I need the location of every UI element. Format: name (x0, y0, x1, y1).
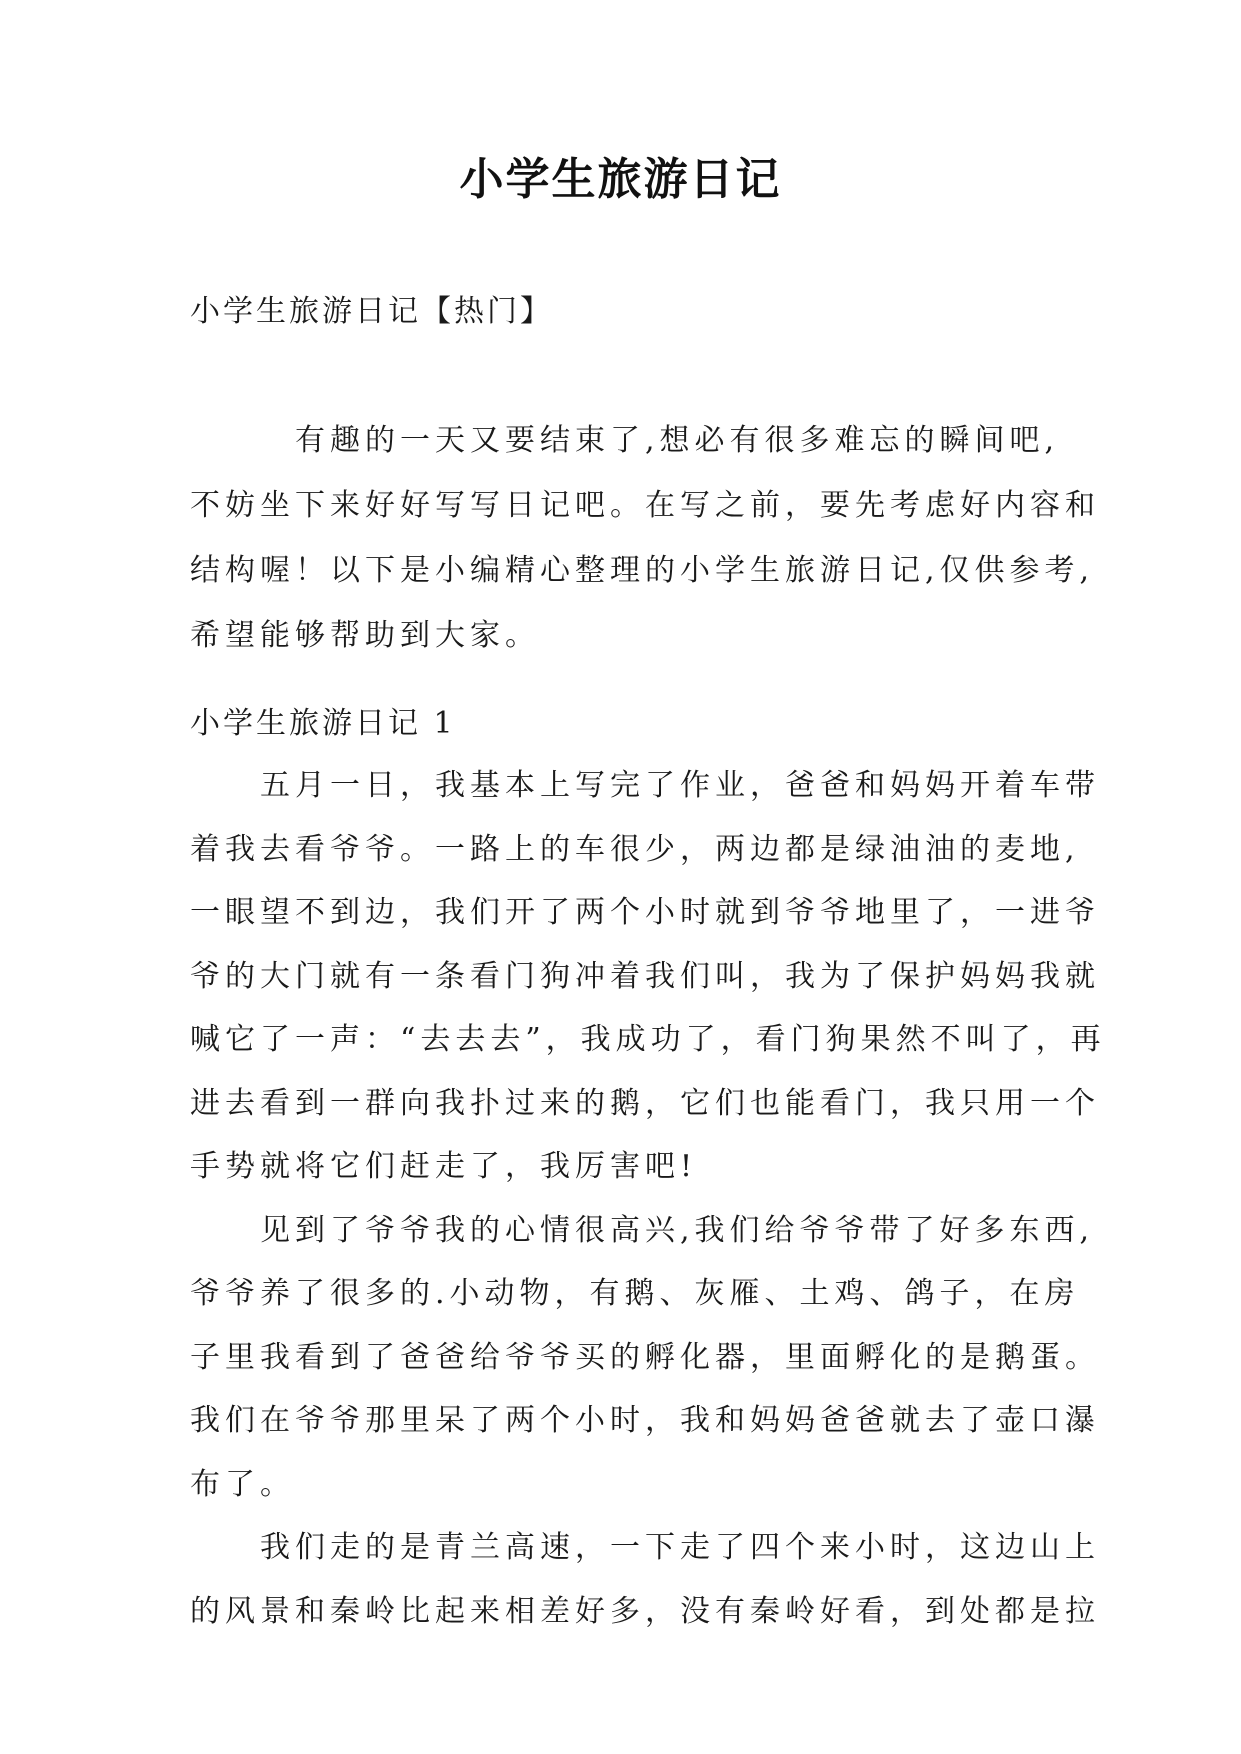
diary-body (190, 754, 1106, 1643)
intro-paragraph (190, 408, 1100, 668)
body-line: 爷爷养了很多的.小动物，有鹅、灰雁、土鸡、鸽子，在房 (190, 1276, 1080, 1311)
body-line: 进去看到一群向我扑过来的鹅，它们也能看门，我只用一个 (190, 1085, 1100, 1121)
body-line: 的风景和秦岭比起来相差好多，没有秦岭好看，到处都是拉 (190, 1593, 1100, 1629)
body-line: 我们走的是青兰高速，一下走了四个来小时，这边山上 (190, 1530, 1100, 1565)
document-title: 小学生旅游日记 (459, 154, 782, 205)
section-heading: 小学生旅游日记 1 (190, 706, 456, 741)
body-line: 见到了爷爷我的心情很高兴,我们给爷爷带了好多东西, (190, 1212, 1095, 1248)
intro-line: 不妨坐下来好好写写日记吧。在写之前，要先考虑好内容和 (190, 488, 1100, 523)
intro-line: 有趣的一天又要结束了,想必有很多难忘的瞬间吧, (190, 423, 1060, 458)
body-line: 子里我看到了爸爸给爷爷买的孵化器，里面孵化的是鹅蛋。 (190, 1339, 1100, 1375)
intro-line: 希望能够帮助到大家。 (190, 618, 540, 653)
body-line: 爷的大门就有一条看门狗冲着我们叫，我为了保护妈妈我就 (190, 958, 1100, 994)
intro-line: 结构喔！以下是小编精心整理的小学生旅游日记,仅供参考, (190, 553, 1095, 588)
body-line: 喊它了一声：“去去去”，我成功了，看门狗果然不叫了，再 (190, 1022, 1106, 1057)
document-subtitle: 小学生旅游日记【热门】 (190, 294, 553, 329)
body-line: 着我去看爷爷。一路上的车很少，两边都是绿油油的麦地, (190, 831, 1080, 867)
body-line: 布了。 (190, 1466, 295, 1502)
body-line: 手势就将它们赶走了，我厉害吧! (190, 1149, 698, 1184)
body-line: 五月一日，我基本上写完了作业，爸爸和妈妈开着车带 (190, 768, 1100, 803)
body-line: 一眼望不到边，我们开了两个小时就到爷爷地里了，一进爷 (190, 895, 1100, 930)
body-line: 我们在爷爷那里呆了两个小时，我和妈妈爸爸就去了壶口瀑 (190, 1403, 1100, 1438)
